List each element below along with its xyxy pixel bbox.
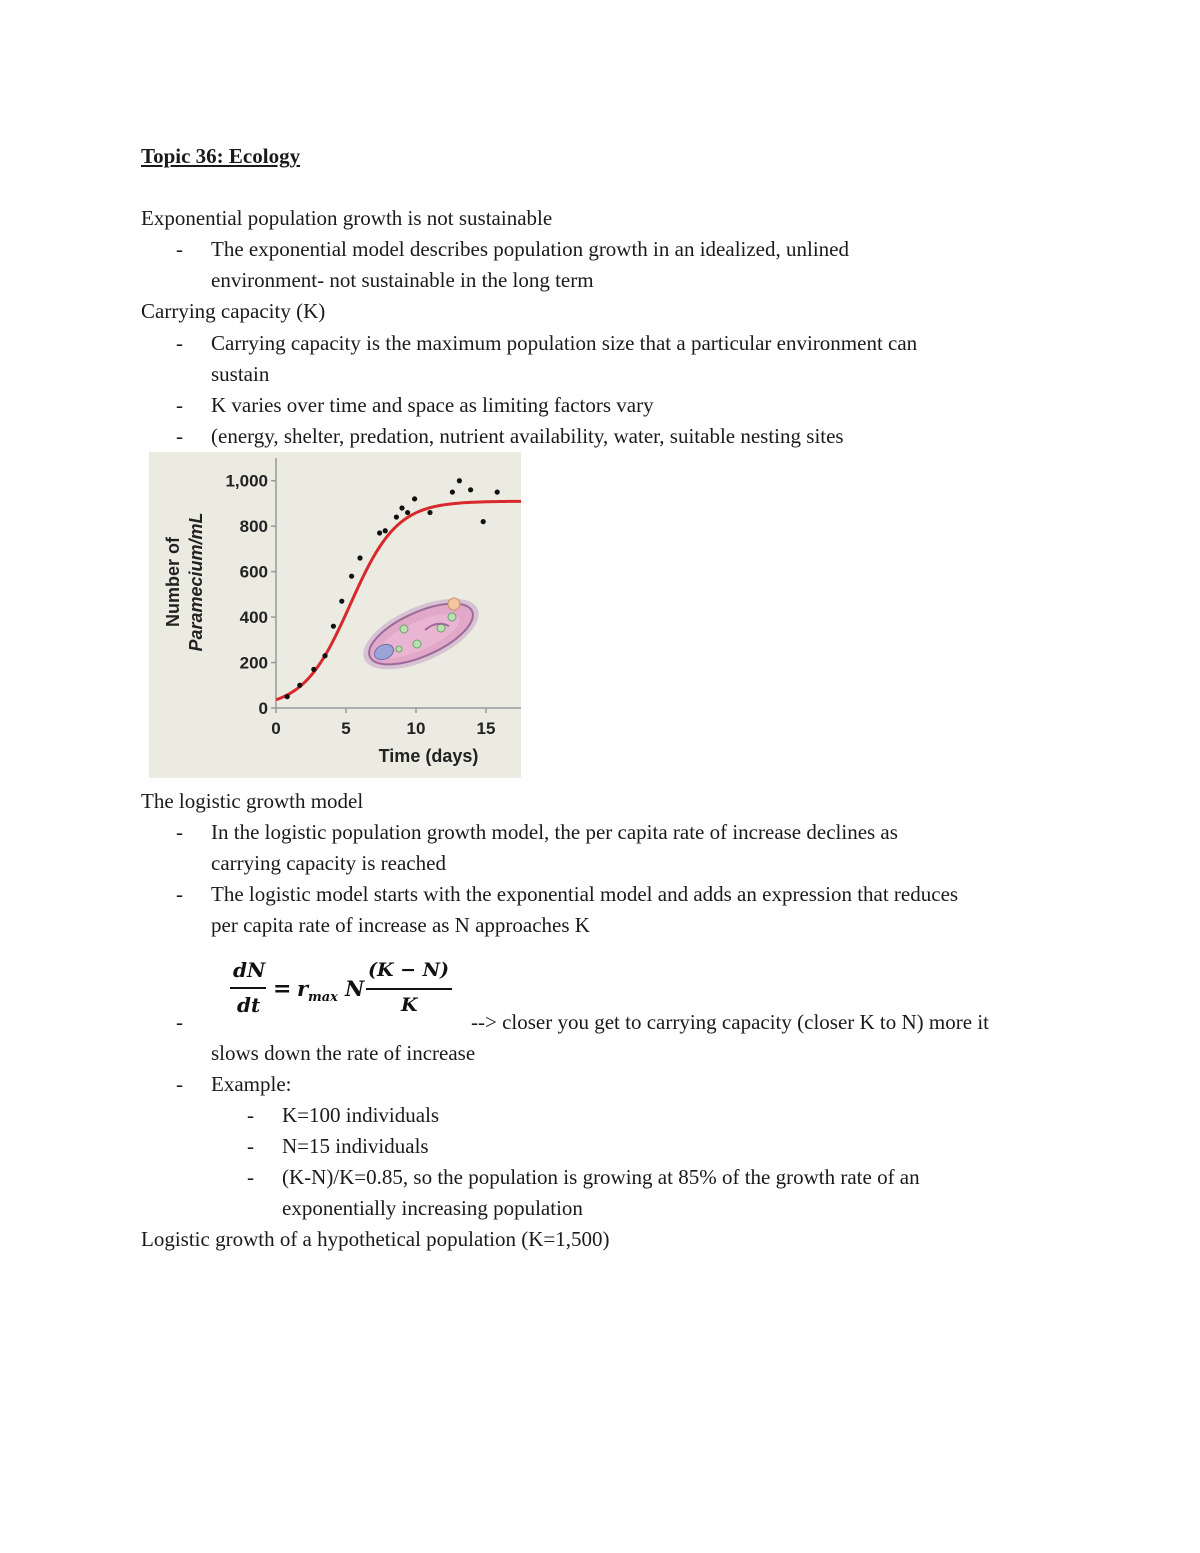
paramecium-illustration <box>353 584 488 684</box>
data-point <box>285 694 290 699</box>
page-title: Topic 36: Ecology <box>141 144 301 168</box>
data-point <box>399 505 404 510</box>
bullet-text: Carrying capacity is the maximum population size that a particular environment can <box>211 331 918 355</box>
bullet-text: In the logistic population growth model, the per capita rate of increase declines as <box>211 820 898 844</box>
equation-fraction-bar <box>230 987 266 989</box>
example-item: (K-N)/K=0.85, so the population is growing at 85% of the growth rate of an <box>282 1165 920 1189</box>
bullet-text: per capita rate of increase as N approaches K <box>211 913 590 937</box>
y-tick-label: 0 <box>258 699 268 718</box>
bullet-dash: - <box>247 1134 254 1158</box>
equation-K-minus-N: (K − N) <box>368 959 450 981</box>
bullet-dash: - <box>176 882 183 906</box>
bullet-dash: - <box>247 1103 254 1127</box>
data-point <box>357 555 362 560</box>
data-point <box>383 528 388 533</box>
data-point <box>427 510 432 515</box>
example-item: exponentially increasing population <box>282 1196 583 1220</box>
equation-dt: dt <box>237 993 261 1017</box>
equation-N: N <box>345 976 365 1001</box>
data-point <box>349 574 354 579</box>
bullet-text: --> closer you get to carrying capacity (closer K to N) more it <box>471 1010 989 1034</box>
bullet-text: (energy, shelter, predation, nutrient availability, water, suitable nesting sites <box>211 424 844 448</box>
data-point <box>322 653 327 658</box>
bullet-dash: - <box>176 331 183 355</box>
data-point <box>481 519 486 524</box>
example-item: N=15 individuals <box>282 1134 429 1158</box>
data-point <box>377 530 382 535</box>
data-point <box>339 599 344 604</box>
bullet-dash: - <box>176 237 183 261</box>
y-tick-label: 800 <box>239 517 268 537</box>
bullet-dash: - <box>176 820 183 844</box>
bullet-text: slows down the rate of increase <box>211 1041 476 1065</box>
bullet-text: K varies over time and space as limiting factors vary <box>211 393 654 417</box>
equation-K: K <box>401 994 418 1016</box>
bullet-dash: - <box>176 424 183 448</box>
x-tick-label: 5 <box>341 719 351 738</box>
equation-r: r <box>297 976 309 1001</box>
data-point <box>311 667 316 672</box>
section-heading-hypothetical: Logistic growth of a hypothetical population (K=1,500) <box>141 1227 610 1251</box>
data-point <box>457 478 462 483</box>
y-tick-label: 200 <box>239 653 268 673</box>
x-tick-label: 15 <box>476 719 496 738</box>
paramecium-growth-figure <box>149 452 521 778</box>
data-point <box>297 683 302 688</box>
data-point <box>405 510 410 515</box>
y-axis-label: Paramecium/mL <box>186 512 206 652</box>
x-tick-label: 0 <box>271 719 281 738</box>
x-axis-label: Time (days) <box>378 746 479 766</box>
y-tick-label: 400 <box>239 608 268 628</box>
x-tick-label: 10 <box>406 719 426 738</box>
bullet-dash: - <box>176 1072 183 1096</box>
y-tick-label: 600 <box>239 562 268 582</box>
bullet-text: Example: <box>211 1072 292 1096</box>
equation-equals: = <box>273 976 292 1002</box>
equation-dN: dN <box>233 958 266 982</box>
data-point <box>394 514 399 519</box>
equation-fraction-bar <box>366 988 452 990</box>
section-heading-logistic: The logistic growth model <box>141 789 364 813</box>
bullet-dash: - <box>176 1010 183 1034</box>
bullet-dash: - <box>176 393 183 417</box>
equation-r-subscript: max <box>308 990 338 1005</box>
bullet-text: environment- not sustainable in the long term <box>211 268 594 292</box>
data-point <box>331 624 336 629</box>
example-item: K=100 individuals <box>282 1103 440 1127</box>
bullet-dash: - <box>247 1165 254 1189</box>
data-point <box>495 489 500 494</box>
data-point <box>450 489 455 494</box>
data-point <box>468 487 473 492</box>
section-heading-carrying-capacity: Carrying capacity (K) <box>141 299 326 323</box>
bullet-text: The logistic model starts with the exponential model and adds an expression that reduces <box>211 882 959 906</box>
bullet-text: The exponential model describes population growth in an idealized, unlined <box>211 237 849 261</box>
y-tick-label: 1,000 <box>225 471 268 491</box>
section-heading-exponential: Exponential population growth is not sustainable <box>141 206 553 230</box>
data-point <box>412 496 417 501</box>
bullet-text: carrying capacity is reached <box>211 851 446 875</box>
bullet-text: sustain <box>211 362 270 386</box>
y-axis-label: Number of <box>163 537 183 627</box>
paramecium-growth-chart <box>149 452 521 778</box>
